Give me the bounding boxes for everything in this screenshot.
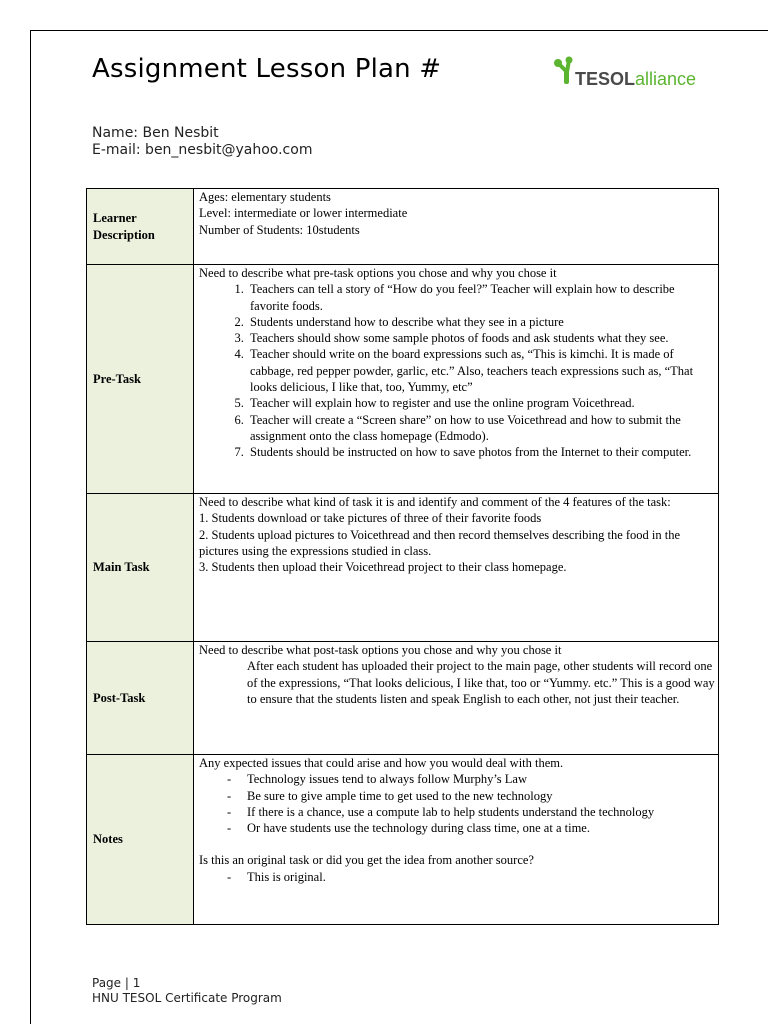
learner-ages: Ages: elementary students	[199, 190, 331, 204]
notes-issues	[199, 771, 716, 836]
pretask-steps	[199, 281, 716, 460]
posttask-intro: Need to describe what post-task options you chose and why you chose it	[199, 643, 562, 657]
content-pretask	[194, 265, 719, 494]
logo-text	[575, 69, 696, 90]
notes-question: Is this an original task or did you get the idea from another source?	[199, 853, 534, 868]
content-maintask	[194, 494, 719, 642]
label-maintask: Main Task	[87, 494, 194, 642]
pretask-step: 2. Students understand how to describe what they see in a picture	[247, 314, 716, 330]
label-pretask: Pre-Task	[87, 265, 194, 494]
row-pretask	[87, 265, 719, 494]
content-learner	[194, 189, 719, 265]
page-footer	[92, 976, 282, 1006]
notes-answer-list	[199, 869, 716, 885]
pretask-step: 3. Teachers should show some sample photos of foods and ask students what they see.	[247, 330, 716, 346]
pretask-step: 1. Teachers can tell a story of “How do you feel?” Teacher will explain how to describe favorite foods.	[247, 281, 716, 314]
pretask-step: 5. Teacher will explain how to register and use the online program Voicethread.	[247, 395, 716, 411]
pretask-step: 7. Students should be instructed on how to save photos from the Internet to their computer.	[247, 444, 716, 460]
notes-issue: - Technology issues tend to always follow Murphy’s Law	[247, 771, 716, 787]
row-posttask	[87, 642, 719, 755]
posttask-body: After each student has uploaded their project to the main page, other students will record one of the expressions, “That looks delicious, I like that, too or “Yummy. etc.” This is a good way to ensure that the students listen and speak English to each other, not just their teacher.	[247, 659, 715, 706]
notes-issue: - Or have students use the technology during class time, one at a time.	[247, 820, 716, 836]
tesol-alliance-logo	[553, 56, 703, 96]
content-posttask	[194, 642, 719, 755]
lesson-plan-table	[86, 188, 719, 925]
maintask-step: 1. Students download or take pictures of three of their favorite foods	[199, 511, 542, 526]
learner-level: Level: intermediate or lower intermediate	[199, 206, 408, 221]
pretask-intro: Need to describe what pre-task options you chose and why you chose it	[199, 266, 557, 280]
maintask-step: 3. Students then upload their Voicethread project to their class homepage.	[199, 560, 567, 575]
content-notes	[194, 755, 719, 925]
maintask-intro: Need to describe what kind of task it is and identify and comment of the 4 features of the task:	[199, 495, 671, 509]
contact-email: E-mail: ben_nesbit@yahoo.com	[92, 142, 313, 158]
row-learner	[87, 189, 719, 265]
logo-suffix: alliance	[635, 69, 697, 89]
pretask-step: 4. Teacher should write on the board expressions such as, “This is kimchi. It is made of cabbage, red pepper powder, garlic, etc.” Also, teachers teach expressions such as, “That looks delicious, I like that, too, Yummy, etc”	[247, 346, 716, 395]
notes-intro: Any expected issues that could arise and how you would deal with them.	[199, 756, 564, 770]
learner-count: Number of Students: 10students	[199, 222, 360, 237]
pretask-step: 6. Teacher will create a “Screen share” on how to use Voicethread and how to submit the assignment onto the class homepage (Edmodo).	[247, 412, 716, 445]
row-maintask	[87, 494, 719, 642]
label-learner: Learner Description	[87, 189, 194, 265]
contact-info	[92, 125, 312, 159]
footer-page-number: Page | 1	[92, 976, 141, 990]
label-posttask: Post-Task	[87, 642, 194, 755]
notes-issue: - Be sure to give ample time to get used to the new technology	[247, 788, 716, 804]
notes-issue: - If there is a chance, use a compute lab to help students understand the technology	[247, 804, 716, 820]
contact-name: Name: Ben Nesbit	[92, 125, 219, 141]
page-title: Assignment Lesson Plan #	[92, 54, 442, 84]
maintask-step: 2. Students upload pictures to Voicethread and then record themselves describing the food in the pictures using the expressions studied in class.	[199, 527, 681, 558]
row-notes	[87, 755, 719, 925]
logo-brand: TESOL	[575, 69, 636, 89]
footer-program: HNU TESOL Certificate Program	[92, 991, 282, 1005]
notes-answer: - This is original.	[247, 869, 716, 885]
label-notes: Notes	[87, 755, 194, 925]
